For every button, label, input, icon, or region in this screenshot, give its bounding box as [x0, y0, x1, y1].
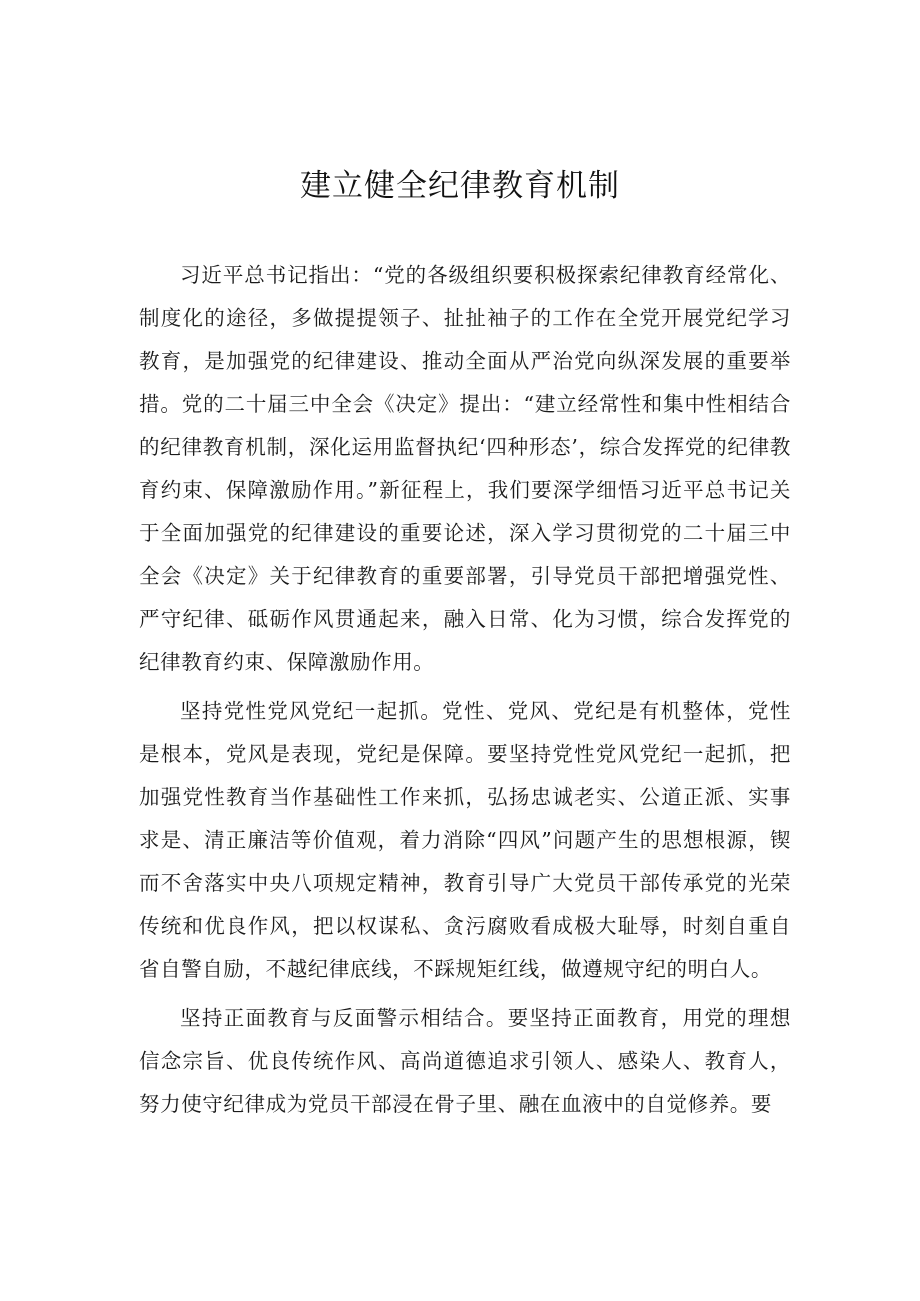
paragraph-positive-education: 坚持正面教育与反面警示相结合。要坚持正面教育，用党的理想信念宗旨、优良传统作风、高尚道德追求引领人、感染人、教育人，努力使守纪律成为党员干部浸在骨子里、融在血液中的自觉修养。要 — [139, 1006, 791, 1116]
paragraph-intro: 习近平总书记指出：“党的各级组织要积极探索纪律教育经常化、制度化的途径，多做提提领子、扯扯袖子的工作在全党开展党纪学习教育，是加强党的纪律建设、推动全面从严治党向纵深发展的重要举措。党的二十届三中全会《决定》提出：“建立经常性和集中性相结合的纪律教育机制，深化运用监督执纪‘四种形态’，综合发挥党的纪律教育约束、保障激励作用。”新征程上，我们要深学细悟习近平总书记关于全面加强党的纪律建设的重要论述，深入学习贯彻党的二十届三中全会《决定》关于纪律教育的重要部署，引导党员干部把增强党性、严守纪律、砥砺作风贯通起来，融入日常、化为习惯，综合发挥党的纪律教育约束、保障激励作用。 — [139, 263, 791, 674]
document-body — [139, 254, 791, 1132]
document-title: 建立健全纪律教育机制 — [300, 168, 620, 204]
paragraph-party-spirit: 坚持党性党风党纪一起抓。党性、党风、党纪是有机整体，党性是根本，党风是表现，党纪是保障。要坚持党性党风党纪一起抓，把加强党性教育当作基础性工作来抓，弘扬忠诚老实、公道正派、实事求是、清正廉洁等价值观，着力消除“四风”问题产生的思想根源，锲而不舍落实中央八项规定精神，教育引导广大党员干部传承党的光荣传统和优良作风，把以权谋私、贪污腐败看成极大耻辱，时刻自重自省自警自励，不越纪律底线，不踩规矩红线，做遵规守纪的明白人。 — [139, 699, 791, 981]
